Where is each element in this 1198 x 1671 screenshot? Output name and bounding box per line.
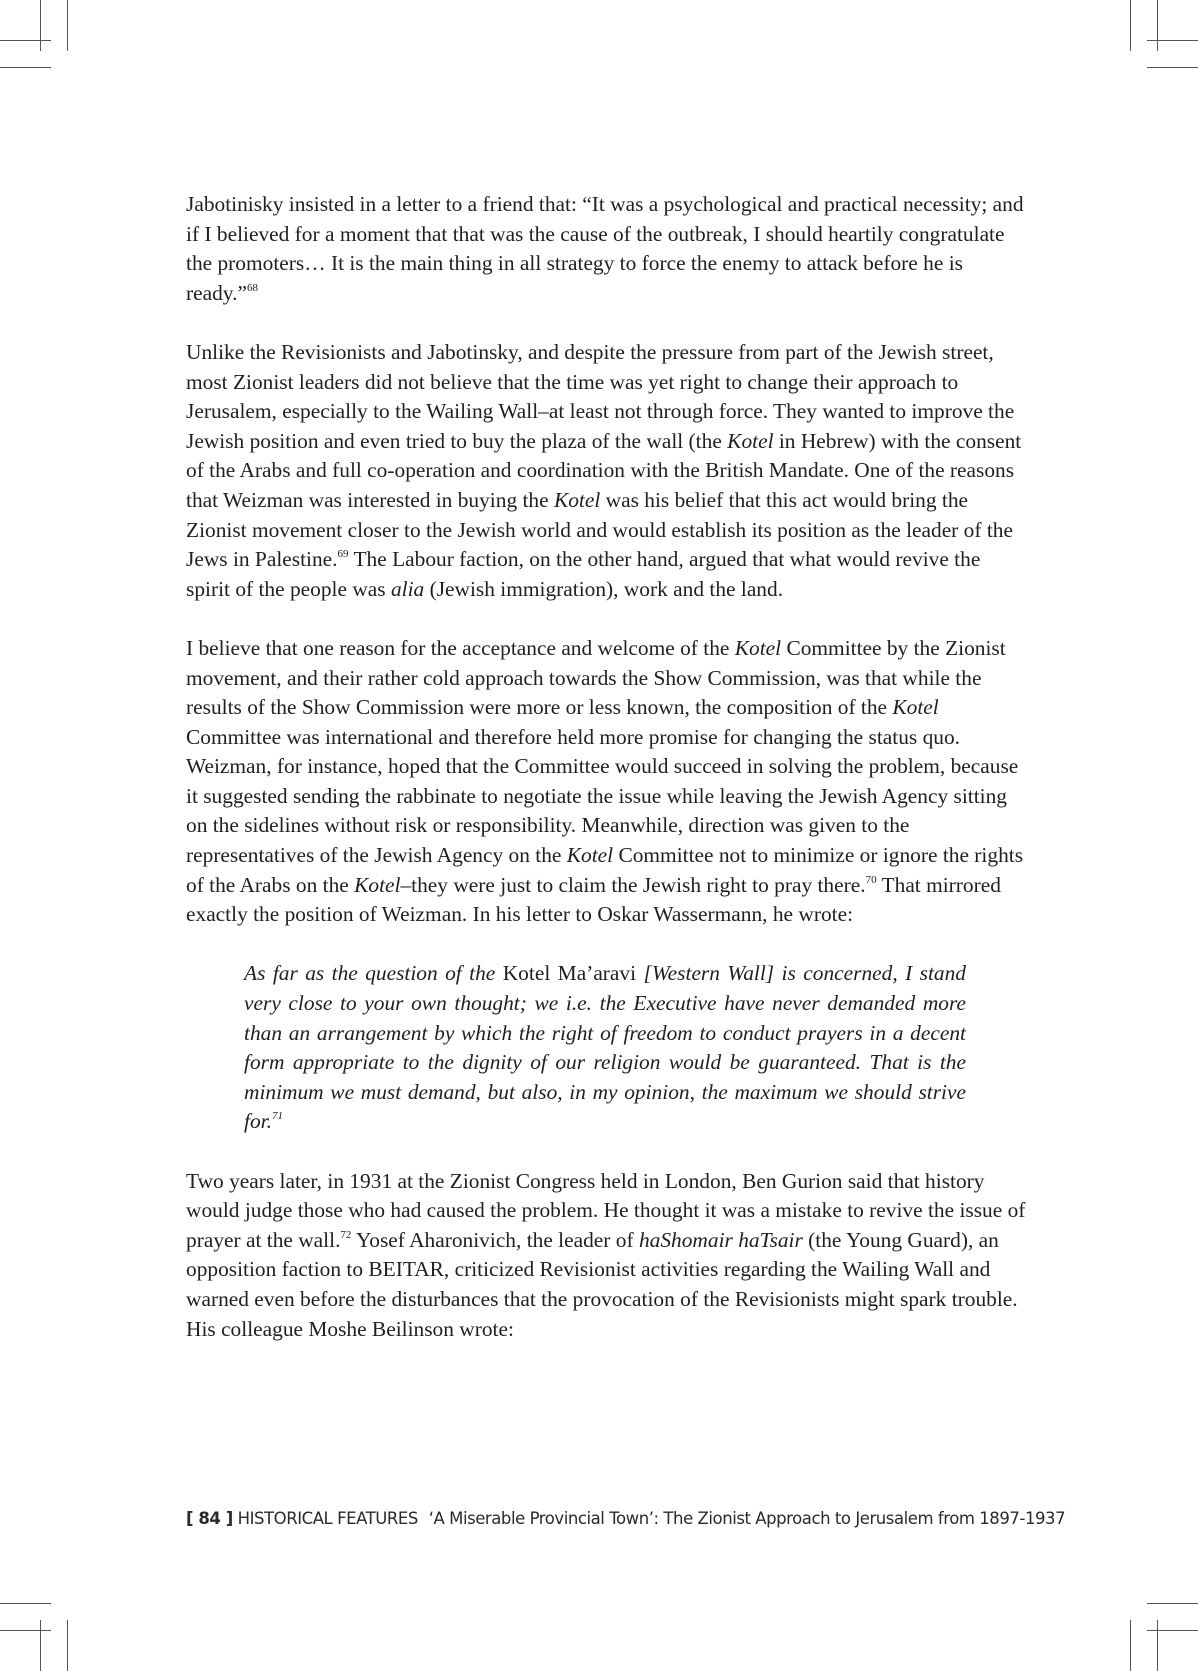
paragraph-1-text: Jabotinisky insisted in a letter to a friend that: “It was a psychological and practical necessity; and if I believed for a moment that that was the cause of the outbreak, I should heartily congratulate the promoters… It is the main thing in all strategy to force the enemy to attack before he is ready.” [186,192,1024,305]
footnote-ref-68: 68 [246,281,258,294]
text-run: Committee not to minimize or ignore the rights of the Arabs on the [186,843,1024,897]
article-title: ‘A Miserable Provincial Town’: The Zionist Approach to Jerusalem from 1897-1937 [428,1509,1066,1528]
crop-mark-top-left-h2 [0,67,51,68]
paragraph-3 [186,634,1026,930]
italic-term: Kotel [566,843,614,868]
text-run: was his belief that this act would bring the Zionist movement closer to the Jewish world and would establish its position as the leader of the Jews in Palestine. [186,487,1013,572]
crop-mark-bottom-right-v [1157,1620,1158,1671]
text-run: (the Young Guard), an opposition faction to BEITAR, criticized Revisionist activities regarding the Wailing Wall and warned even before the disturbances that the provocation of the Revisionists might spark trouble. His colleague Moshe Beilinson wrote: [186,1227,1018,1341]
italic-term: Kotel [892,695,939,720]
text-run: The Labour faction, on the other hand, argued that what would revive the spirit of the people was [186,547,981,601]
footnote-ref-69: 69 [337,548,349,561]
italic-term: alia [390,576,425,601]
paragraph-1 [186,190,1026,308]
text-run: in Hebrew) with the consent of the Arabs and full co-operation and coordination with the British Mandate. One of the reasons that Weizman was interested in buying the [186,428,1022,512]
crop-mark-bottom-left-v2 [67,1620,68,1671]
page-body [186,190,1026,1374]
crop-mark-bottom-right-h [1147,1603,1198,1604]
upright-term: Kotel Ma’aravi [502,961,637,986]
block-quote [244,959,966,1137]
page-number: [ 84 ] [186,1509,233,1528]
text-run: Committee was international and therefore held more promise for changing the status quo. Weizman, for instance, hoped that the Committee would succeed in solving the problem, because it suggested sending the rabbinate to negotiate the issue while leaving the Jewish Agency sitting on the sidelines without risk or responsibility. Meanwhile, direction was given to the representatives of the Jewish Agency on the [186,724,1019,868]
paragraph-2 [186,338,1026,604]
crop-mark-bottom-left-v [40,1620,41,1671]
crop-mark-top-left-v2 [67,0,68,51]
crop-mark-bottom-right-h2 [1147,1630,1198,1631]
text-run: Yosef Aharonivich, the leader of [351,1227,639,1252]
crop-mark-top-right-v [1157,0,1158,51]
section-label: HISTORICAL FEATURES [237,1509,418,1528]
crop-mark-top-right-v2 [1130,0,1131,51]
text-run: I believe that one reason for the acceptance and welcome of the [186,635,735,660]
crop-mark-top-right-h2 [1147,67,1198,68]
text-run: (Jewish immigration), work and the land. [424,576,784,601]
crop-mark-top-left-v [40,0,41,51]
italic-term: Kotel [354,872,401,897]
italic-term: Kotel [734,635,782,660]
italic-term: Kotel [727,428,774,453]
crop-mark-top-left-h [0,40,51,41]
paragraph-4 [186,1167,1026,1345]
text-run: That mirrored exactly the position of Weizman. In his letter to Oskar Wassermann, he wrote: [186,872,1001,927]
footnote-ref-72: 72 [340,1228,352,1241]
footnote-ref-70: 70 [865,873,877,886]
running-footer [186,1509,1065,1528]
text-run: Unlike the Revisionists and Jabotinsky, and despite the pressure from part of the Jewish street, most Zionist leaders did not believe that the time was yet right to change their approach to Jerusalem, especially to the Wailing Wall–at least not through force. They wanted to improve the Jewish position and even tried to buy the plaza of the wall (the [186,339,1015,453]
text-run: [Western Wall] is concerned, I stand very close to your own thought; we i.e. the Executive have never demanded more than an arrangement by which the right of freedom to conduct prayers in a decent form appropriate to the dignity of our religion would be guaranteed. That is the minimum we must demand, but also, in my opinion, the maximum we should strive for. [244,961,967,1134]
italic-term: haShomair haTsair [638,1227,803,1252]
crop-mark-bottom-left-h2 [0,1630,51,1631]
text-run: –they were just to claim the Jewish right to pray there. [400,872,866,897]
text-run: Committee by the Zionist movement, and their rather cold approach towards the Show Commission, was that while the results of the Show Commission were more or less known, the composition of the [186,635,1006,720]
crop-mark-top-right-h [1147,40,1198,41]
crop-mark-bottom-left-h [0,1603,51,1604]
italic-term: Kotel [553,487,601,512]
text-run: As far as the question of the [244,961,503,986]
footnote-ref-71: 71 [271,1110,283,1123]
text-run: Two years later, in 1931 at the Zionist Congress held in London, Ben Gurion said that history would judge those who had caused the problem. He thought it was a mistake to revive the issue of prayer at the wall. [186,1168,1026,1252]
crop-mark-bottom-right-v2 [1130,1620,1131,1671]
